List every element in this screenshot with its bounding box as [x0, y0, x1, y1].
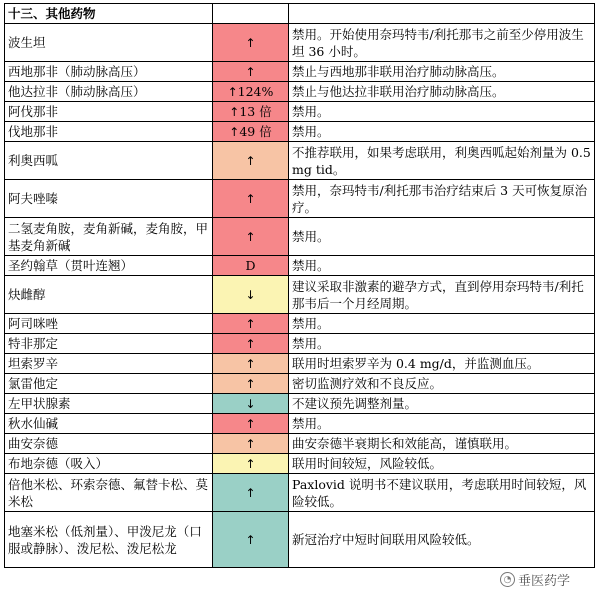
recommendation: 禁用。	[289, 122, 595, 142]
drug-name: 炔雌醇	[5, 276, 213, 314]
table-row	[5, 414, 595, 434]
drug-name: 阿伐那非	[5, 102, 213, 122]
interaction-value: 49 倍	[239, 123, 272, 139]
interaction-indicator	[213, 512, 289, 568]
drug-name: 曲安奈德	[5, 434, 213, 454]
arrow-up-icon: ↑	[245, 456, 256, 471]
drug-name: 阿司咪唑	[5, 314, 213, 334]
drug-name: 二氢麦角胺，麦角新碱，麦角胺，甲基麦角新碱	[5, 218, 213, 256]
interaction-indicator	[213, 62, 289, 82]
table-row	[5, 394, 595, 414]
arrow-up-icon: ↑	[229, 104, 240, 119]
drug-name: 地塞米松（低剂量）、甲泼尼龙（口服或静脉）、泼尼松、泼尼松龙	[5, 512, 213, 568]
arrow-down-icon: ↓	[245, 396, 256, 411]
arrow-up-icon: ↑	[245, 229, 256, 244]
interaction-indicator	[213, 142, 289, 180]
recommendation: 联用时间较短，风险较低。	[289, 454, 595, 474]
arrow-up-icon: ↑	[245, 153, 256, 168]
arrow-up-icon: ↑	[245, 416, 256, 431]
recommendation: 密切监测疗效和不良反应。	[289, 374, 595, 394]
arrow-up-icon: ↑	[245, 64, 256, 79]
recommendation: 禁止与他达拉非联用治疗肺动脉高压。	[289, 82, 595, 102]
arrow-down-icon: ↓	[245, 287, 256, 302]
drug-name: 氯雷他定	[5, 374, 213, 394]
drug-name: 倍他米松、环索奈德、氟替卡松、莫米松	[5, 474, 213, 512]
drug-name: 布地奈德（吸入）	[5, 454, 213, 474]
table-row	[5, 256, 595, 276]
interaction-indicator	[213, 354, 289, 374]
drug-name: 坦索罗辛	[5, 354, 213, 374]
table-row	[5, 82, 595, 102]
recommendation: Paxlovid 说明书不建议联用，考虑联用时间较短，风险较低。	[289, 474, 595, 512]
header-empty-cell	[213, 4, 289, 24]
drug-name: 左甲状腺素	[5, 394, 213, 414]
arrow-up-icon: ↑	[245, 191, 256, 206]
arrow-up-icon: ↑	[227, 84, 238, 99]
table-row	[5, 454, 595, 474]
table-row	[5, 180, 595, 218]
table-row	[5, 276, 595, 314]
table-row	[5, 24, 595, 62]
arrow-up-icon: ↑	[245, 532, 256, 547]
table-row	[5, 374, 595, 394]
interaction-indicator	[213, 82, 289, 102]
drug-name: 伐地那非	[5, 122, 213, 142]
interaction-indicator	[213, 454, 289, 474]
drug-interaction-table	[4, 3, 595, 568]
table-row	[5, 512, 595, 568]
arrow-up-icon: ↑	[245, 35, 256, 50]
arrow-up-icon: ↑	[245, 356, 256, 371]
drug-name: 西地那非（肺动脉高压）	[5, 62, 213, 82]
table-row	[5, 434, 595, 454]
interaction-indicator	[213, 218, 289, 256]
table-row	[5, 62, 595, 82]
table-row	[5, 334, 595, 354]
interaction-indicator	[213, 414, 289, 434]
arrow-up-icon: ↑	[245, 376, 256, 391]
table-row	[5, 218, 595, 256]
recommendation: 不推荐联用，如果考虑联用，利奥西呱起始剂量为 0.5 mg tid。	[289, 142, 595, 180]
drug-name: 特非那定	[5, 334, 213, 354]
table-row	[5, 474, 595, 512]
section-title: 十三、其他药物	[5, 4, 213, 24]
drug-name: 圣约翰草（贯叶连翘）	[5, 256, 213, 276]
table-row	[5, 102, 595, 122]
recommendation: 禁用。	[289, 102, 595, 122]
section-header-row	[5, 4, 595, 24]
recommendation: 建议采取非激素的避孕方式，直到停用奈玛特韦/利托那韦后一个月经周期。	[289, 276, 595, 314]
arrow-up-icon: ↑	[245, 336, 256, 351]
table-row	[5, 122, 595, 142]
recommendation: 曲安奈德半衰期长和效能高，谨慎联用。	[289, 434, 595, 454]
interaction-value: 13 倍	[239, 103, 272, 119]
recommendation: 禁用。	[289, 414, 595, 434]
arrow-up-icon: ↑	[245, 436, 256, 451]
arrow-up-icon: ↑	[245, 485, 256, 500]
interaction-indicator	[213, 180, 289, 218]
recommendation: 禁用。	[289, 314, 595, 334]
recommendation: 禁用，奈玛特韦/利托那韦治疗结束后 3 天可恢复原治疗。	[289, 180, 595, 218]
arrow-up-icon: ↑	[229, 124, 240, 139]
interaction-indicator	[213, 434, 289, 454]
wechat-icon: ◔	[500, 572, 515, 587]
recommendation: 新冠治疗中短时间联用风险较低。	[289, 512, 595, 568]
interaction-value: D	[245, 257, 256, 273]
recommendation: 禁用。	[289, 256, 595, 276]
interaction-indicator	[213, 334, 289, 354]
recommendation: 禁止与西地那非联用治疗肺动脉高压。	[289, 62, 595, 82]
watermark	[500, 570, 570, 589]
drug-name: 利奥西呱	[5, 142, 213, 180]
interaction-indicator	[213, 314, 289, 334]
drug-name: 秋水仙碱	[5, 414, 213, 434]
drug-name: 他达拉非（肺动脉高压）	[5, 82, 213, 102]
recommendation: 联用时坦索罗辛为 0.4 mg/d，并监测血压。	[289, 354, 595, 374]
interaction-indicator	[213, 102, 289, 122]
recommendation: 禁用。	[289, 334, 595, 354]
interaction-indicator	[213, 122, 289, 142]
recommendation: 不建议预先调整剂量。	[289, 394, 595, 414]
table-row	[5, 314, 595, 334]
arrow-up-icon: ↑	[245, 316, 256, 331]
interaction-indicator	[213, 256, 289, 276]
recommendation: 禁用。	[289, 218, 595, 256]
header-empty-cell	[289, 4, 595, 24]
table-row	[5, 354, 595, 374]
watermark-text: 垂医药学	[518, 574, 571, 589]
drug-name: 阿夫唑嗪	[5, 180, 213, 218]
interaction-indicator	[213, 474, 289, 512]
drug-name: 波生坦	[5, 24, 213, 62]
interaction-value: 124%	[237, 83, 274, 99]
recommendation: 禁用。开始使用奈玛特韦/利托那韦之前至少停用波生坦 36 小时。	[289, 24, 595, 62]
interaction-indicator	[213, 374, 289, 394]
interaction-indicator	[213, 24, 289, 62]
table-row	[5, 142, 595, 180]
interaction-indicator	[213, 276, 289, 314]
interaction-indicator	[213, 394, 289, 414]
